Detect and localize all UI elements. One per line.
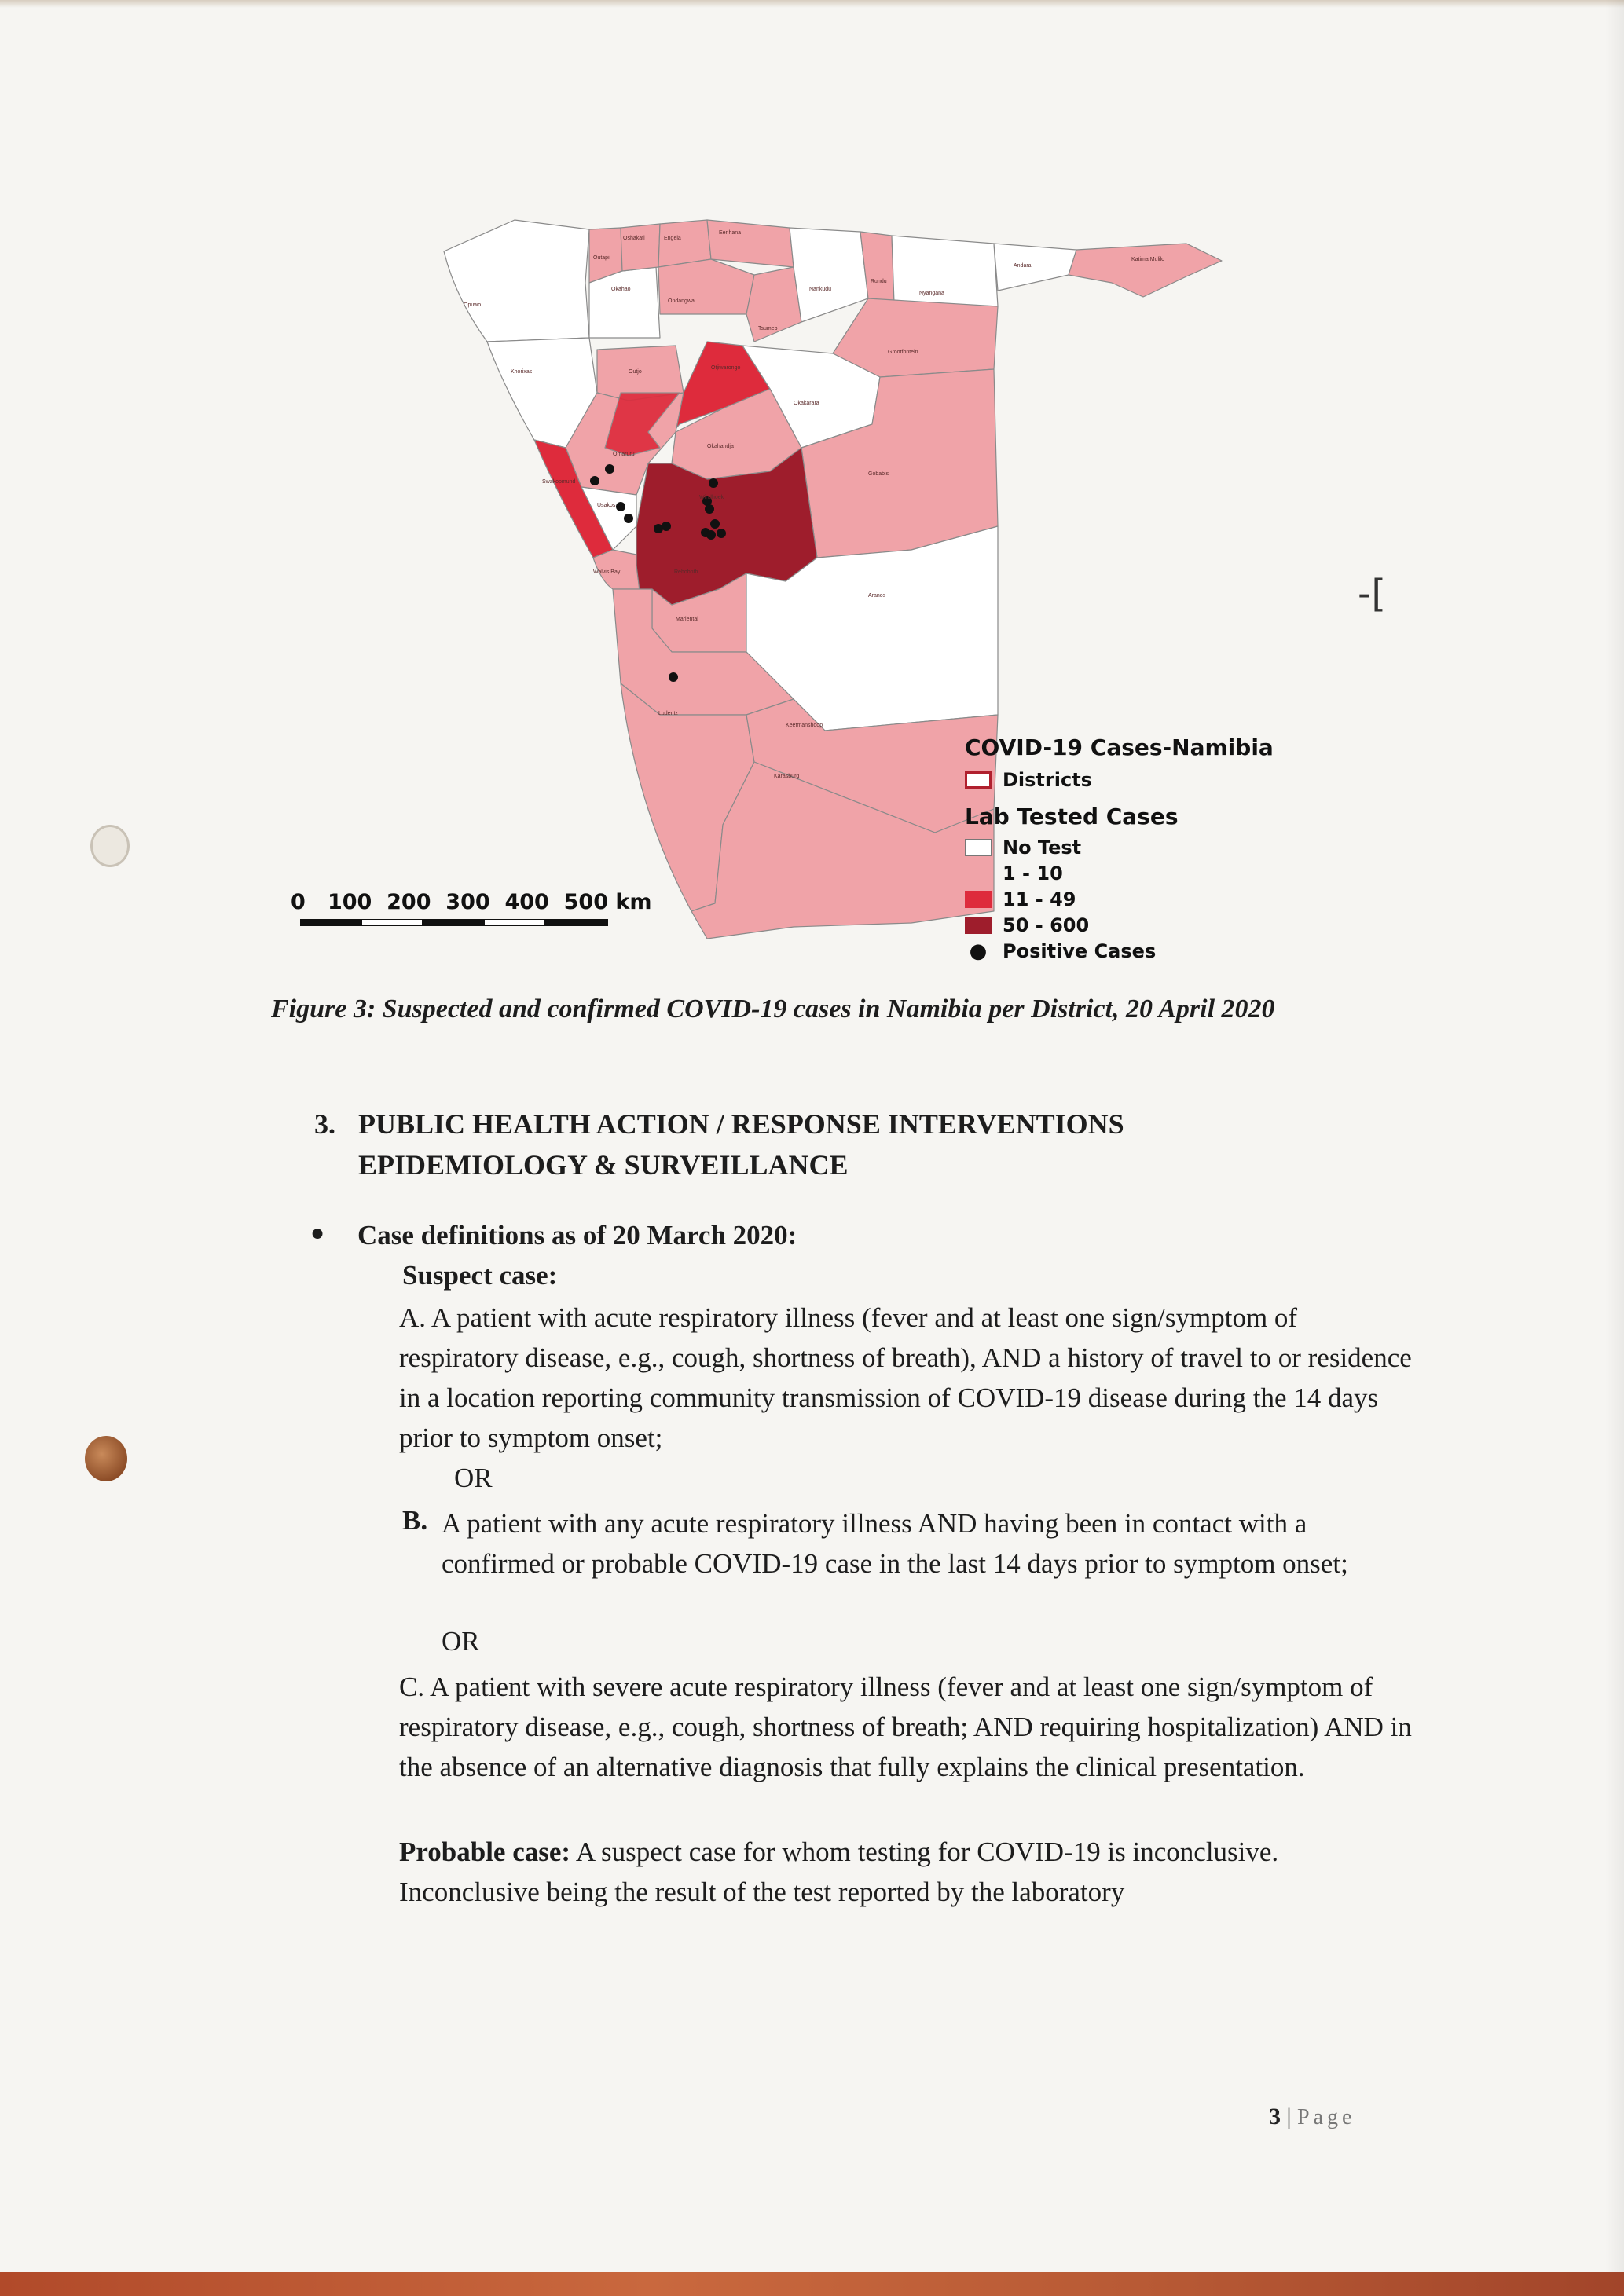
legend-districts (965, 767, 1295, 793)
district-eenhana (707, 220, 794, 267)
svg-text:Karasburg: Karasburg (774, 774, 800, 779)
page-number (1269, 2104, 1355, 2130)
district-oshakati (621, 224, 660, 271)
page-top-edge (0, 0, 1624, 8)
legend-swatch (965, 865, 992, 882)
svg-text:Andara: Andara (1014, 263, 1032, 269)
probable-case (399, 1832, 1421, 1912)
svg-text:Gobabis: Gobabis (868, 471, 889, 477)
legend-positive (965, 938, 1295, 964)
positive-case-dot (706, 530, 716, 540)
svg-text:Khorixas: Khorixas (511, 369, 533, 375)
scale-line (300, 919, 608, 927)
positive-case-dot (705, 504, 714, 514)
legend-item (965, 912, 1295, 938)
positive-case-dot (616, 502, 625, 511)
svg-text:Okahandja: Okahandja (707, 444, 734, 449)
bullet-icon: ● (310, 1220, 325, 1246)
suspect-case-b: A patient with any acute respiratory illness AND having been in contact with a confirmed or probable COVID-19 case in the last 14 days prior to symptom onset; (442, 1508, 1348, 1579)
legend-swatch (965, 891, 992, 908)
desk-surface (0, 2272, 1624, 2296)
item-label: B. (402, 1505, 428, 1536)
svg-text:Rundu: Rundu (871, 279, 887, 284)
svg-text:Mariental: Mariental (676, 617, 698, 622)
svg-text:Nankudu: Nankudu (809, 287, 832, 292)
suspect-case-a (399, 1298, 1421, 1458)
scale-labels: 0 100 200 300 400 500 km (291, 890, 652, 914)
district-opuwo (444, 220, 589, 342)
svg-text:Windhoek: Windhoek (699, 495, 724, 500)
svg-text:Aranos: Aranos (868, 593, 886, 599)
section-title: PUBLIC HEALTH ACTION / RESPONSE INTERVENTIONS EPIDEMIOLOGY & SURVEILLANCE (358, 1108, 1124, 1181)
svg-text:Opuwo: Opuwo (464, 302, 482, 308)
svg-text:Oshakati: Oshakati (623, 236, 645, 241)
svg-text:Engela: Engela (664, 236, 681, 241)
svg-text:Outapi: Outapi (593, 255, 610, 261)
svg-text:Keetmanshoop: Keetmanshoop (786, 723, 823, 728)
legend-subtitle: Lab Tested Cases (965, 804, 1179, 829)
item-text: A patient with severe acute respiratory illness (fever and at least one sign/symptom of respiratory disease, e.g., cough, shortness of breath; AND requiring hospitalization) AND in the absence of an alternative diagnosis that fully explains the clinical presentation. (399, 1672, 1412, 1782)
probable-case-heading: Probable case: (399, 1836, 571, 1867)
or-separator: OR (442, 1626, 480, 1657)
district-nyangana (892, 236, 998, 306)
svg-text:Ondangwa: Ondangwa (668, 298, 695, 304)
svg-text:Swakopmund: Swakopmund (542, 479, 576, 485)
item-label: A. (399, 1302, 427, 1333)
legend-districts-label: Districts (1003, 768, 1092, 791)
legend-item (965, 886, 1295, 912)
district-outline-swatch (965, 771, 992, 789)
positive-case-dot (669, 672, 678, 682)
page-number-separator: | (1286, 2104, 1292, 2129)
district-grootfontein (833, 298, 998, 377)
svg-text:Luderitz: Luderitz (658, 711, 678, 716)
page-shadow (1605, 0, 1624, 2272)
svg-text:Usakos: Usakos (597, 503, 616, 508)
suspect-case-heading: Suspect case: (402, 1260, 558, 1291)
pen-mark: -[ (1358, 572, 1387, 616)
district-andara (994, 244, 1076, 291)
svg-text:Nyangana: Nyangana (919, 291, 944, 296)
figure-caption: Figure 3: Suspected and confirmed COVID-19 cases in Namibia per District, 20 April 2020 (271, 994, 1275, 1023)
positive-case-dot (662, 522, 671, 531)
legend-swatch (965, 839, 992, 856)
district-ondangwa (658, 259, 754, 314)
district-katima-mulilo (1069, 244, 1222, 297)
positive-case-dot (590, 476, 599, 485)
legend-item-label: 50 - 600 (1003, 914, 1090, 936)
positive-case-dot (709, 478, 718, 488)
punch-hole (90, 825, 130, 867)
probable-case-text: A suspect case for whom testing for COVID-19 is inconclusive. Inconclusive being the result of the test reported by the laboratory (399, 1836, 1279, 1907)
svg-text:Grootfontein: Grootfontein (888, 350, 918, 355)
section-number: 3. (314, 1108, 335, 1140)
legend-item-label: No Test (1003, 836, 1082, 859)
map-legend (965, 734, 1295, 964)
item-text: A patient with acute respiratory illness (fever and at least one sign/symptom of respiratory disease, e.g., cough, shortness of breath), AND a history of travel to or residence in a location reporting community transmission of COVID-19 disease during the 14 days prior to symptom onset; (399, 1302, 1412, 1453)
svg-text:Otjiwarongo: Otjiwarongo (711, 365, 741, 371)
page-word: Page (1297, 2105, 1356, 2129)
svg-text:Okahao: Okahao (611, 287, 631, 292)
positive-case-dot (624, 514, 633, 523)
positive-dot-icon: ● (969, 939, 988, 963)
bullet-heading: Case definitions as of 20 March 2020: (357, 1220, 797, 1251)
legend-title: COVID-19 Cases-Namibia (965, 734, 1274, 760)
positive-case-dot (605, 464, 614, 474)
district-nankudu (790, 228, 868, 322)
svg-text:Katima Mulilo: Katima Mulilo (1131, 257, 1165, 262)
svg-text:Eenhana: Eenhana (719, 230, 742, 236)
svg-text:Rehoboth: Rehoboth (674, 569, 698, 575)
positive-case-dot (710, 519, 720, 529)
legend-item-label: 1 - 10 (1003, 862, 1063, 884)
punch-hole (85, 1436, 127, 1481)
svg-text:Okakarara: Okakarara (794, 401, 819, 406)
legend-swatch (965, 917, 992, 934)
legend-item-label: 11 - 49 (1003, 888, 1076, 910)
legend-positive-label: Positive Cases (1003, 939, 1157, 962)
suspect-case-c (399, 1667, 1421, 1787)
positive-case-dot (717, 529, 726, 538)
or-separator: OR (454, 1463, 493, 1493)
svg-text:Tsumeb: Tsumeb (758, 326, 778, 331)
page-number-value: 3 (1269, 2104, 1281, 2129)
item-label: C. (399, 1672, 425, 1702)
map-scale-bar (291, 890, 652, 927)
svg-text:Outjo: Outjo (629, 369, 642, 375)
svg-text:Walvis Bay: Walvis Bay (593, 569, 621, 575)
svg-text:Omaruru: Omaruru (613, 452, 635, 457)
legend-item (965, 860, 1295, 886)
legend-item (965, 834, 1295, 860)
